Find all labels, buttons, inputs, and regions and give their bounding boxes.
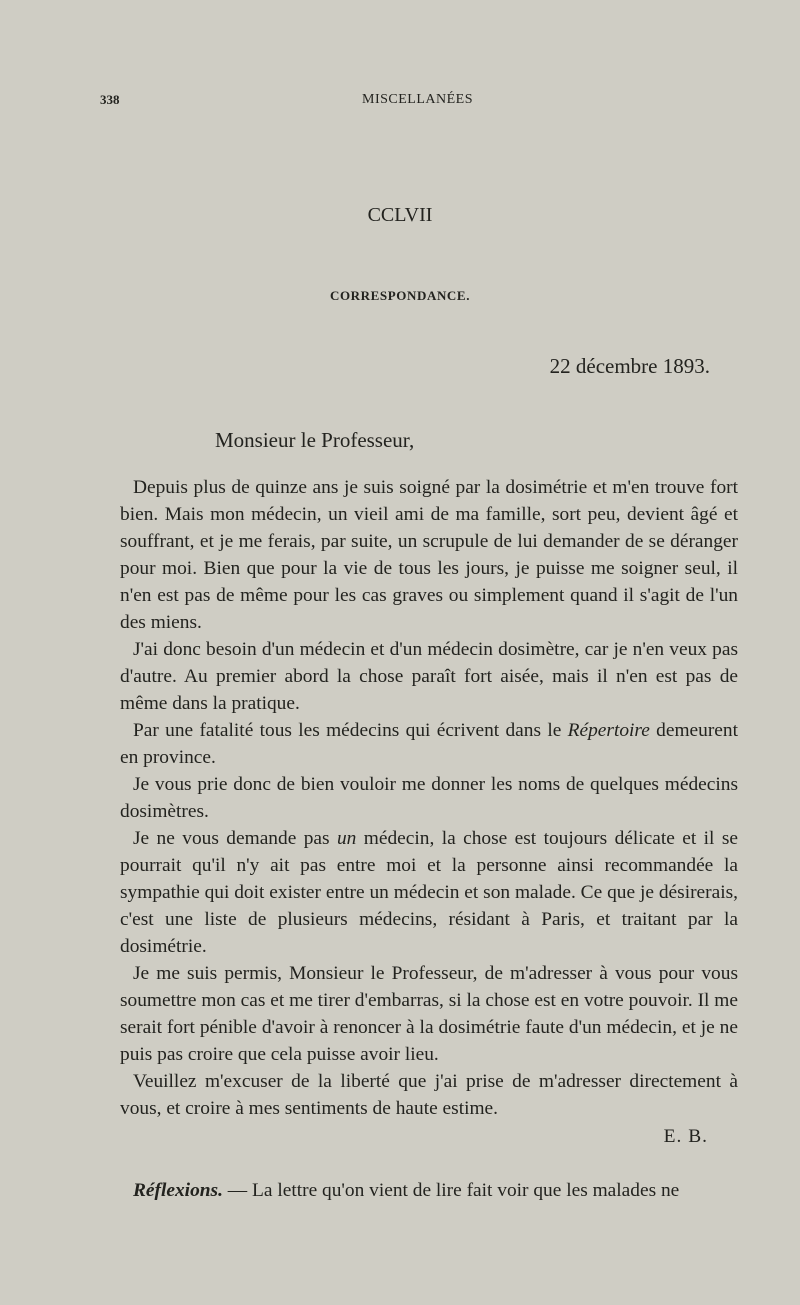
letter-paragraph: Veuillez m'excuser de la liberté que j'ai prise de m'adresser directement à vous, et croire à mes sentiments de haute estime. bbox=[120, 1071, 738, 1119]
page-number: 338 bbox=[100, 92, 120, 107]
letter-paragraph: J'ai donc besoin d'un médecin et d'un médecin dosimètre, car je n'en veux pas d'autre. Au premier abord la chose paraît fort aisée, mais il n'en est pas de même dans la pratique. bbox=[120, 639, 738, 714]
letter-paragraph: Depuis plus de quinze ans je suis soigné par la dosimétrie et m'en trouve fort bien. Mais mon médecin, un vieil ami de ma famille, sort peu, devient âgé et souffrant, et je me ferais, par suite, un scrupule de lui demander de se déranger pour moi. Bien que pour la vie de tous les jours, je puisse me soigner seul, il n'en est pas de même pour les cas graves ou simplement quand il s'agit de l'un des miens. bbox=[120, 477, 738, 633]
letter-paragraph: Je me suis permis, Monsieur le Professeur, de m'adresser à vous pour vous soumettre mon cas et me tirer d'embarras, si la chose est en votre pouvoir. Il me serait fort pénible d'avoir à renoncer à la dosimétrie faute d'un médecin, et je ne puis pas croire que cela puisse avoir lieu. bbox=[120, 963, 738, 1065]
section-title: CORRESPONDANCE. bbox=[329, 288, 471, 303]
letter-paragraph: Par une fatalité tous les médecins qui écrivent dans le Répertoire demeurent en province. bbox=[120, 720, 738, 768]
reflexions-text: — La lettre qu'on vient de lire fait voir que les malades ne bbox=[222, 1180, 680, 1201]
chapter-number: CCLVII bbox=[367, 204, 433, 226]
running-title: MISCELLANÉES bbox=[362, 92, 473, 107]
letter-date: 22 décembre 1893. bbox=[549, 354, 710, 378]
letter-body bbox=[120, 474, 738, 1122]
reflexions-paragraph bbox=[133, 1180, 738, 1202]
running-head bbox=[100, 92, 735, 114]
letter-salutation: Monsieur le Professeur, bbox=[215, 428, 415, 452]
emphasis-text: un bbox=[336, 828, 357, 849]
emphasis-text: Répertoire bbox=[567, 720, 650, 741]
letter-paragraph: Je vous prie donc de bien vouloir me donner les noms de quelques médecins dosimètres. bbox=[120, 774, 738, 822]
letter-paragraph: Je ne vous demande pas un médecin, la chose est toujours délicate et il se pourrait qu'il n'y ait pas entre moi et la personne ainsi recommandée la sympathie qui doit exister entre un médecin et son malade. Ce que je désirerais, c'est une liste de plusieurs médecins, résidant à Paris, et traitant par la dosimétrie. bbox=[120, 828, 738, 957]
reflexions-label: Réflexions. bbox=[133, 1180, 223, 1201]
letter-signature: E. B. bbox=[663, 1126, 708, 1147]
